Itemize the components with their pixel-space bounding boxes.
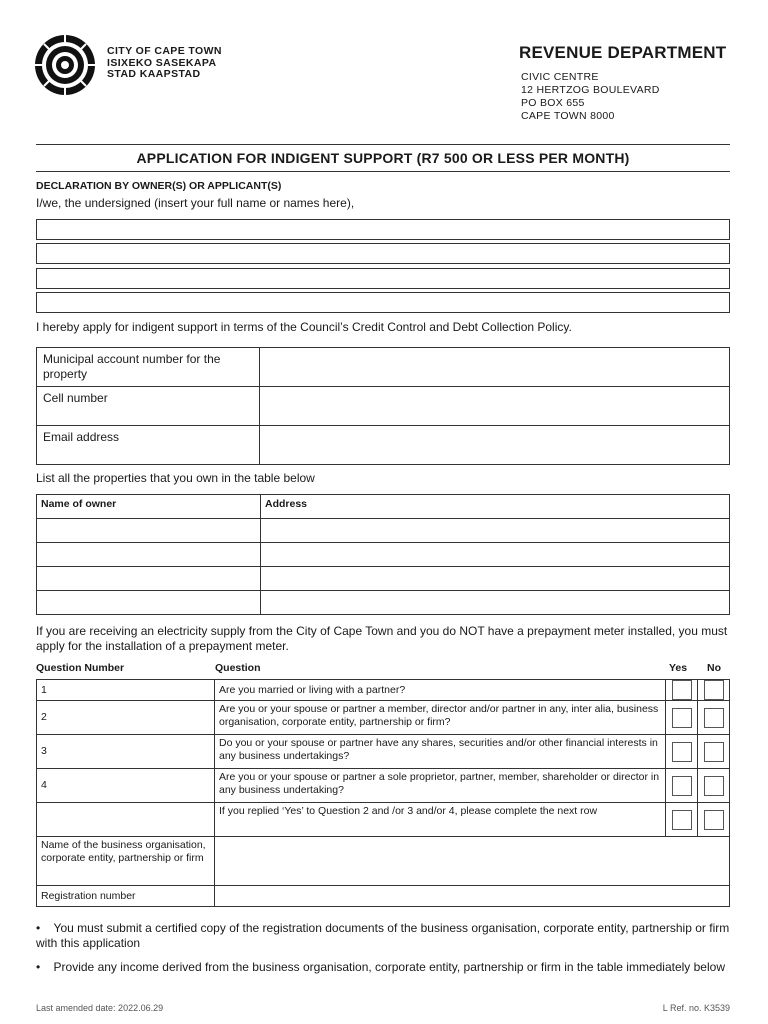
last-amended-date: Last amended date: 2022.06.29 — [36, 1003, 164, 1013]
account-number-label: Municipal account number for the property — [37, 348, 260, 387]
form-title: APPLICATION FOR INDIGENT SUPPORT (R7 500 OR LESS PER MONTH) — [136, 150, 630, 166]
electricity-note: If you are receiving an electricity supply from the City of Cape Town and you do NOT have a prepayment meter installed, you must apply for the installation of a prepayment meter. — [36, 624, 728, 653]
department-address — [521, 71, 660, 123]
question-number: 3 — [37, 735, 215, 769]
no-checkbox[interactable] — [704, 708, 724, 728]
email-label: Email address — [37, 426, 260, 465]
no-checkbox[interactable] — [704, 810, 724, 830]
yes-checkbox[interactable] — [672, 742, 692, 762]
registration-number-field[interactable] — [215, 886, 730, 907]
address-column-header: Address — [261, 495, 730, 519]
question-text: Are you or your spouse or partner a member, director and/or partner in any, inter alia, business organisation, corporate entity, partnership or firm? — [215, 701, 666, 735]
owner-cell[interactable] — [37, 567, 261, 591]
question-header: Question — [215, 662, 261, 674]
question-row — [37, 803, 730, 837]
no-checkbox[interactable] — [704, 742, 724, 762]
no-checkbox[interactable] — [704, 680, 724, 700]
properties-table — [36, 494, 730, 615]
bullet-marker: • — [36, 960, 54, 974]
business-name-row — [37, 837, 730, 886]
table-row — [37, 567, 730, 591]
bullet-text: You must submit a certified copy of the registration documents of the business organisation, corporate entity, partnership or firm with this application — [36, 921, 730, 950]
question-row — [37, 735, 730, 769]
email-field[interactable] — [260, 426, 730, 465]
city-name-af: STAD KAAPSTAD — [107, 68, 201, 80]
owner-column-header: Name of owner — [37, 495, 261, 519]
question-number — [37, 803, 215, 837]
department-title: REVENUE DEPARTMENT — [519, 43, 727, 62]
address-line: CAPE TOWN 8000 — [521, 110, 615, 122]
divider — [36, 171, 730, 172]
questions-table — [36, 679, 730, 907]
address-cell[interactable] — [261, 567, 730, 591]
table-row — [37, 591, 730, 615]
question-row — [37, 769, 730, 803]
applicant-name-field[interactable] — [36, 268, 730, 289]
applicant-name-field[interactable] — [36, 243, 730, 264]
city-name-block — [107, 46, 222, 81]
address-cell[interactable] — [261, 591, 730, 615]
yes-checkbox[interactable] — [672, 708, 692, 728]
reference-number: L Ref. no. K3539 — [662, 1003, 730, 1013]
cell-number-label: Cell number — [37, 387, 260, 426]
yes-checkbox[interactable] — [672, 810, 692, 830]
no-header: No — [707, 662, 721, 674]
address-line: PO BOX 655 — [521, 97, 585, 109]
bullet-marker: • — [36, 921, 54, 935]
question-row — [37, 701, 730, 735]
cell-number-field[interactable] — [260, 387, 730, 426]
registration-label: Registration number — [37, 886, 215, 907]
city-name-en: CITY OF CAPE TOWN — [107, 45, 222, 57]
divider — [36, 144, 730, 145]
declaration-text: I/we, the undersigned (insert your full name or names here), — [36, 196, 355, 210]
address-line: 12 HERTZOG BOULEVARD — [521, 84, 660, 96]
question-text: Are you or your spouse or partner a sole proprietor, partner, member, shareholder or director in any business undertaking? — [215, 769, 666, 803]
question-number: 2 — [37, 701, 215, 735]
question-text: If you replied ‘Yes’ to Question 2 and /or 3 and/or 4, please complete the next row — [215, 803, 666, 837]
table-row — [37, 543, 730, 567]
contact-details-table — [36, 347, 730, 465]
applicant-name-field[interactable] — [36, 219, 730, 240]
account-number-field[interactable] — [260, 348, 730, 387]
no-checkbox[interactable] — [704, 776, 724, 796]
applicant-name-field[interactable] — [36, 292, 730, 313]
question-row — [37, 680, 730, 701]
question-number: 4 — [37, 769, 215, 803]
question-text: Do you or your spouse or partner have any shares, securities and/or other financial interests in any business undertakings? — [215, 735, 666, 769]
yes-checkbox[interactable] — [672, 680, 692, 700]
properties-intro: List all the properties that you own in the table below — [36, 471, 315, 485]
address-line: CIVIC CENTRE — [521, 71, 599, 83]
address-cell[interactable] — [261, 519, 730, 543]
apply-statement: I hereby apply for indigent support in terms of the Council’s Credit Control and Debt Collection Policy. — [36, 320, 572, 334]
business-name-field[interactable] — [215, 837, 730, 886]
question-number: 1 — [37, 680, 215, 701]
city-name-xh: ISIXEKO SASEKAPA — [107, 56, 217, 69]
owner-cell[interactable] — [37, 543, 261, 567]
yes-header: Yes — [669, 662, 688, 674]
yes-checkbox[interactable] — [672, 776, 692, 796]
owner-cell[interactable] — [37, 519, 261, 543]
question-number-header: Question Number — [36, 662, 125, 674]
bullet-item — [36, 960, 730, 975]
question-text: Are you married or living with a partner? — [215, 680, 666, 701]
table-row — [37, 519, 730, 543]
business-name-label: Name of the business organisation, corporate entity, partnership or firm — [37, 837, 215, 886]
city-logo — [34, 34, 96, 96]
bullet-text: Provide any income derived from the business organisation, corporate entity, partnership or firm in the table immediately below — [53, 960, 725, 974]
owner-cell[interactable] — [37, 591, 261, 615]
bullet-item — [36, 921, 730, 950]
address-cell[interactable] — [261, 543, 730, 567]
declaration-heading: DECLARATION BY OWNER(S) OR APPLICANT(S) — [36, 180, 282, 192]
registration-row — [37, 886, 730, 907]
